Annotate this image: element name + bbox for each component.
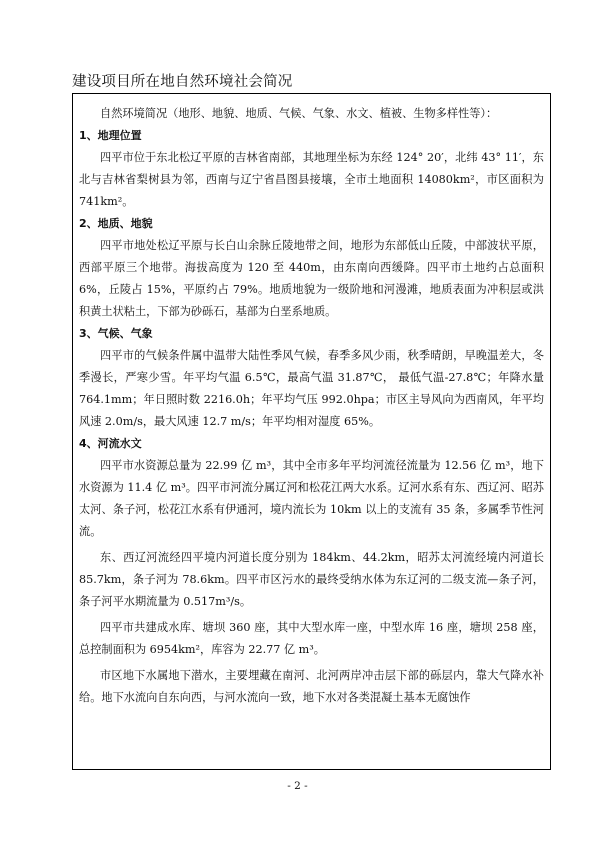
paragraph-geology: 四平市地处松辽平原与长白山余脉丘陵地带之间，地形为东部低山丘陵，中部波状平原，西部平原三个地带。海拔高度为 120 至 440m，由东南向西缓降。四平市土地约占总面积 6%，丘陵占 15%，平原约占 79%。地质地貌为一级阶地和河漫滩，地质表面为冲积层或洪积黄土状粘土，下部为砂砾石，基部为白垩系地质。 [79, 239, 544, 318]
content-table-frame [72, 93, 551, 770]
section-heading-geology: 2、地质、地貌 [79, 217, 153, 230]
section-heading-location: 1、地理位置 [79, 129, 142, 142]
paragraph-climate: 四平市的气候条件属中温带大陆性季风气候，春季多风少雨，秋季晴朗，早晚温差大，冬季漫长，严寒少雪。年平均气温 6.5℃，最高气温 31.87℃， 最低气温-27.8℃；年降水量 764.1mm；年日照时数 2216.0h；年平均气压 992.0hpa；市区主导风向为西南风，年平均风速 2.0m/s，最大风速 12.7 m/s；年平均相对湿度 65%。 [79, 349, 544, 428]
paragraph-reservoirs: 四平市共建成水库、塘坝 360 座，其中大型水库一座，中型水库 16 座，塘坝 258 座，总控制面积为 6954km²，库容为 22.77 亿 m³。 [79, 621, 544, 656]
section-heading-climate: 3、气候、气象 [79, 327, 153, 340]
paragraph-location: 四平市位于东北松辽平原的吉林省南部，其地理坐标为东经 124° 20′，北纬 43° 11′，东北与吉林省梨树县为邻，西南与辽宁省昌图县接壤，全市土地面积 14080km²，市区面积为 741km²。 [79, 151, 544, 208]
page-number: - 2 - [287, 780, 308, 792]
section-heading-hydrology: 4、河流水文 [79, 437, 142, 450]
paragraph-groundwater: 市区地下水属地下潜水，主要埋藏在南河、北河两岸冲击层下部的砾层内，靠大气降水补给。地下水流向自东向西，与河水流向一致，地下水对各类混凝土基本无腐蚀作 [79, 669, 544, 704]
paragraph-water-resources: 四平市水资源总量为 22.99 亿 m³，其中全市多年平均河流径流量为 12.56 亿 m³，地下水资源为 11.4 亿 m³。四平市河流分属辽河和松花江两大水系。辽河水系有东、西辽河、昭苏太河、条子河，松花江水系有伊通河，境内流长为 10km 以上的支流有 35 条，多属季节性河流。 [79, 459, 544, 538]
page-title: 建设项目所在地自然环境社会简况 [72, 74, 293, 90]
content-body [79, 103, 544, 709]
paragraph-rivers: 东、西辽河流经四平境内河道长度分别为 184km、44.2km，昭苏太河流经境内河道长 85.7km，条子河为 78.6km。四平市区污水的最终受纳水体为东辽河的二级支流—条子河，条子河平水期流量为 0.517m³/s。 [79, 551, 544, 608]
intro-line: 自然环境简况（地形、地貌、地质、气候、气象、水文、植被、生物多样性等）： [100, 107, 498, 120]
